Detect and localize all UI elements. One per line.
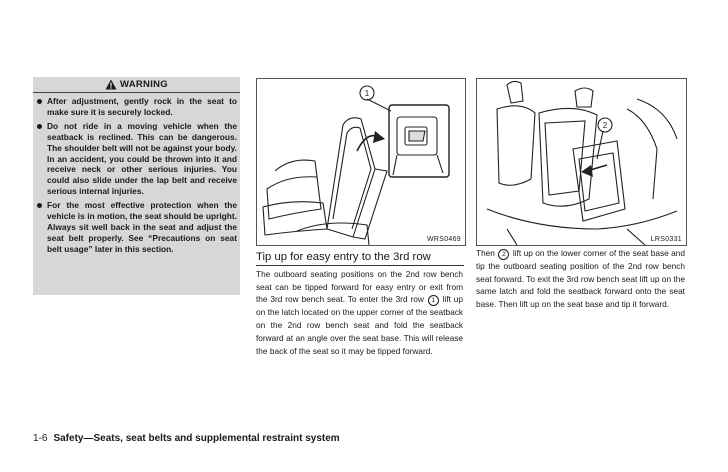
warning-item xyxy=(33,200,240,255)
warning-item xyxy=(33,121,240,197)
warning-item xyxy=(33,96,240,118)
callout-number: 2 xyxy=(602,121,608,130)
warning-title: WARNING xyxy=(119,79,168,90)
warning-item-text: After adjustment, gently rock in the seat to make sure it is securely locked. xyxy=(47,96,237,117)
figure-code: WRS0469 xyxy=(426,236,461,243)
body-paragraph xyxy=(256,268,463,357)
paragraph-text: The outboard seating positions on the 2nd row bench seat can be tipped forward for easy entry or exit from the 3rd row bench seat. To enter the 3rd row xyxy=(256,269,463,305)
figure-code: LRS0331 xyxy=(650,236,682,243)
warning-item-text: For the most effective protection when the vehicle is in motion, the seat should be upright. Always sit well back in the seat and adjust the seat belt properly. See “Precautions on seat belt usage” later in this section. xyxy=(47,200,237,254)
warning-item-text: Do not ride in a moving vehicle when the seatback is reclined. This can be dangerous. The shoulder belt will not be against your body. In an accident, you could be thrown into it and receive neck or other serious injuries. You could also slide under the lap belt and receive serious internal injuries. xyxy=(47,120,237,197)
warning-box xyxy=(33,77,240,295)
seat-latch-illustration xyxy=(257,79,465,245)
body-paragraph xyxy=(476,247,685,311)
bullet-icon xyxy=(37,99,42,104)
callout-number: 1 xyxy=(364,89,370,98)
page-footer xyxy=(33,433,340,444)
warning-triangle-icon xyxy=(105,79,117,90)
heading-rule xyxy=(256,265,464,266)
paragraph-text: lift up on the latch located on the upper corner of the seatback on the 2nd row bench seat and fold the seatback forward at an angle over the seat base. This will release the back of the seat so it may be tipped forward. xyxy=(256,294,463,356)
paragraph-text: Then xyxy=(476,248,495,258)
callout-marker: 1 xyxy=(428,295,439,306)
callout-marker: 2 xyxy=(498,249,509,260)
bullet-icon xyxy=(37,124,42,129)
figure-seat-base xyxy=(476,78,687,246)
seat-base-illustration xyxy=(477,79,686,245)
page-number: 1-6 xyxy=(33,433,48,444)
warning-header xyxy=(33,77,240,93)
section-heading: Tip up for easy entry to the 3rd row xyxy=(256,251,431,263)
footer-section-title: Safety—Seats, seat belts and supplemental restraint system xyxy=(53,433,340,444)
paragraph-text: lift up on the lower corner of the seat base and tip the outboard seating position of the 2nd row bench seat forward. To exit the 3rd row bench seat lift up on the same latch and fold the seatback forward onto the seat base. Then lift up on the seat base and tip it forward. xyxy=(476,248,686,310)
bullet-icon xyxy=(37,203,42,208)
figure-seat-latch xyxy=(256,78,466,246)
warning-list xyxy=(33,96,240,255)
